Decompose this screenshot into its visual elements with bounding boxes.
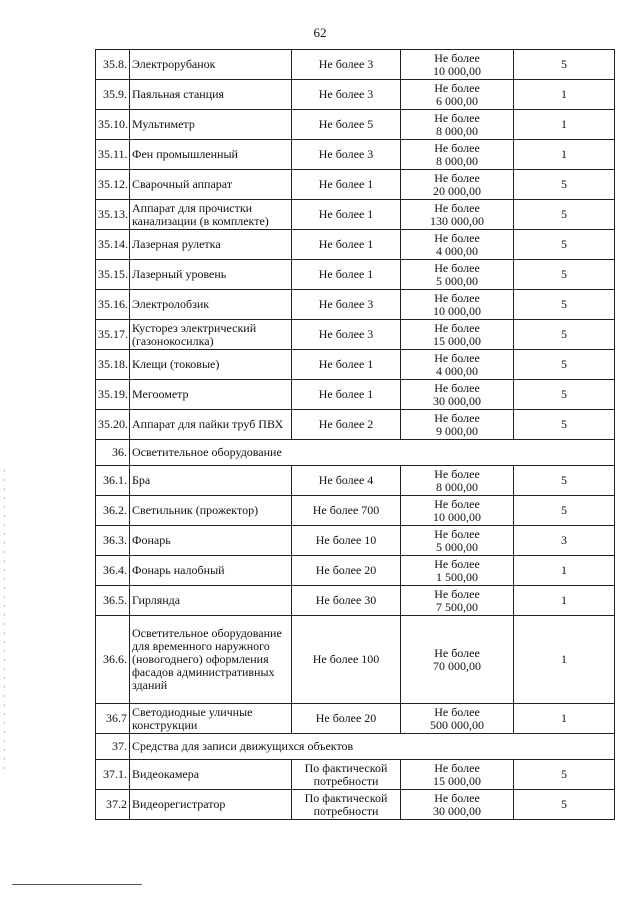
table-row bbox=[96, 50, 615, 80]
item-price: Не более 15 000,00 bbox=[401, 760, 514, 790]
item-name: Аппарат для прочистки канализации (в комплекте) bbox=[130, 200, 292, 230]
item-price: Не более 8 000,00 bbox=[401, 110, 514, 140]
item-number: 35.16. bbox=[96, 290, 130, 320]
item-quantity: Не более 3 bbox=[292, 50, 401, 80]
item-name: Кусторез электрический (газонокосилка) bbox=[130, 320, 292, 350]
item-service-years: 5 bbox=[514, 410, 615, 440]
section-37-rows bbox=[96, 760, 615, 820]
item-service-years: 1 bbox=[514, 80, 615, 110]
item-quantity: Не более 3 bbox=[292, 80, 401, 110]
item-name: Паяльная станция bbox=[130, 80, 292, 110]
table-row bbox=[96, 380, 615, 410]
page-number: 62 bbox=[313, 25, 327, 40]
section-number: 36. bbox=[96, 440, 130, 466]
item-quantity: Не более 20 bbox=[292, 704, 401, 734]
table-row bbox=[96, 496, 615, 526]
item-number: 36.6. bbox=[96, 616, 130, 704]
item-quantity: Не более 5 bbox=[292, 110, 401, 140]
item-price: Не более 1 500,00 bbox=[401, 556, 514, 586]
item-name: Осветительное оборудование для временного наружного (новогоднего) оформления фасадов административных зданий bbox=[130, 616, 292, 704]
item-quantity: Не более 20 bbox=[292, 556, 401, 586]
table-row bbox=[96, 80, 615, 110]
item-service-years: 5 bbox=[514, 260, 615, 290]
item-name: Мегоометр bbox=[130, 380, 292, 410]
item-number: 35.9. bbox=[96, 80, 130, 110]
section-header-row bbox=[96, 734, 615, 760]
item-price: Не более 130 000,00 bbox=[401, 200, 514, 230]
item-service-years: 5 bbox=[514, 200, 615, 230]
item-quantity: Не более 1 bbox=[292, 260, 401, 290]
item-service-years: 5 bbox=[514, 380, 615, 410]
table-row bbox=[96, 140, 615, 170]
item-quantity: Не более 3 bbox=[292, 140, 401, 170]
section-number: 37. bbox=[96, 734, 130, 760]
item-quantity: Не более 1 bbox=[292, 350, 401, 380]
item-number: 36.4. bbox=[96, 556, 130, 586]
item-price: Не более 10 000,00 bbox=[401, 50, 514, 80]
item-number: 37.2 bbox=[96, 790, 130, 820]
item-price: Не более 9 000,00 bbox=[401, 410, 514, 440]
item-name: Клещи (токовые) bbox=[130, 350, 292, 380]
item-service-years: 3 bbox=[514, 526, 615, 556]
table-row bbox=[96, 410, 615, 440]
item-price: Не более 8 000,00 bbox=[401, 140, 514, 170]
scan-margin-artifact bbox=[4, 470, 5, 770]
table-row bbox=[96, 110, 615, 140]
table-row bbox=[96, 350, 615, 380]
section-37 bbox=[96, 734, 615, 760]
section-36 bbox=[96, 440, 615, 466]
item-name: Фонарь bbox=[130, 526, 292, 556]
item-price: Не более 7 500,00 bbox=[401, 586, 514, 616]
item-number: 36.7 bbox=[96, 704, 130, 734]
item-service-years: 5 bbox=[514, 290, 615, 320]
item-price: Не более 30 000,00 bbox=[401, 790, 514, 820]
item-name: Лазерный уровень bbox=[130, 260, 292, 290]
item-price: Не более 4 000,00 bbox=[401, 230, 514, 260]
item-quantity: Не более 1 bbox=[292, 230, 401, 260]
item-service-years: 5 bbox=[514, 760, 615, 790]
item-quantity: Не более 1 bbox=[292, 200, 401, 230]
table-row bbox=[96, 760, 615, 790]
table-row bbox=[96, 466, 615, 496]
section-title: Осветительное оборудование bbox=[130, 440, 615, 466]
norms-table bbox=[95, 49, 615, 820]
item-number: 36.2. bbox=[96, 496, 130, 526]
item-price: Не более 5 000,00 bbox=[401, 260, 514, 290]
table-row bbox=[96, 586, 615, 616]
item-service-years: 5 bbox=[514, 170, 615, 200]
item-name: Фен промышленный bbox=[130, 140, 292, 170]
item-number: 35.17. bbox=[96, 320, 130, 350]
item-price: Не более 8 000,00 bbox=[401, 466, 514, 496]
item-service-years: 1 bbox=[514, 110, 615, 140]
item-name: Сварочный аппарат bbox=[130, 170, 292, 200]
item-price: Не более 6 000,00 bbox=[401, 80, 514, 110]
item-quantity: Не более 1 bbox=[292, 170, 401, 200]
table-row bbox=[96, 320, 615, 350]
footer-rule bbox=[12, 884, 142, 885]
table-row bbox=[96, 790, 615, 820]
item-name: Электролобзик bbox=[130, 290, 292, 320]
item-service-years: 1 bbox=[514, 586, 615, 616]
table-row bbox=[96, 556, 615, 586]
item-quantity: Не более 1 bbox=[292, 380, 401, 410]
item-price: Не более 500 000,00 bbox=[401, 704, 514, 734]
item-service-years: 5 bbox=[514, 790, 615, 820]
table-row bbox=[96, 200, 615, 230]
item-name: Гирлянда bbox=[130, 586, 292, 616]
table-row bbox=[96, 290, 615, 320]
item-price: Не более 4 000,00 bbox=[401, 350, 514, 380]
item-number: 35.12. bbox=[96, 170, 130, 200]
item-service-years: 5 bbox=[514, 350, 615, 380]
item-quantity: Не более 3 bbox=[292, 290, 401, 320]
item-price: Не более 15 000,00 bbox=[401, 320, 514, 350]
item-service-years: 1 bbox=[514, 704, 615, 734]
section-35-rows bbox=[96, 50, 615, 440]
table-row bbox=[96, 526, 615, 556]
item-number: 35.10. bbox=[96, 110, 130, 140]
item-number: 35.14. bbox=[96, 230, 130, 260]
item-quantity: Не более 10 bbox=[292, 526, 401, 556]
item-service-years: 1 bbox=[514, 556, 615, 586]
item-service-years: 1 bbox=[514, 616, 615, 704]
item-number: 36.1. bbox=[96, 466, 130, 496]
item-number: 36.5. bbox=[96, 586, 130, 616]
section-title: Средства для записи движущихся объектов bbox=[130, 734, 615, 760]
item-name: Видеокамера bbox=[130, 760, 292, 790]
item-quantity: По фактической потребности bbox=[292, 760, 401, 790]
table-row bbox=[96, 230, 615, 260]
table-row bbox=[96, 170, 615, 200]
item-price: Не более 10 000,00 bbox=[401, 290, 514, 320]
item-number: 37.1. bbox=[96, 760, 130, 790]
item-price: Не более 10 000,00 bbox=[401, 496, 514, 526]
item-name: Мультиметр bbox=[130, 110, 292, 140]
item-quantity: Не более 2 bbox=[292, 410, 401, 440]
item-name: Фонарь налобный bbox=[130, 556, 292, 586]
item-name: Видеорегистратор bbox=[130, 790, 292, 820]
item-service-years: 5 bbox=[514, 230, 615, 260]
item-name: Лазерная рулетка bbox=[130, 230, 292, 260]
table-row bbox=[96, 260, 615, 290]
item-name: Электрорубанок bbox=[130, 50, 292, 80]
item-quantity: Не более 30 bbox=[292, 586, 401, 616]
table-row bbox=[96, 704, 615, 734]
item-price: Не более 5 000,00 bbox=[401, 526, 514, 556]
section-36-rows bbox=[96, 466, 615, 734]
item-price: Не более 20 000,00 bbox=[401, 170, 514, 200]
item-name: Бра bbox=[130, 466, 292, 496]
item-service-years: 5 bbox=[514, 466, 615, 496]
table-row bbox=[96, 616, 615, 704]
item-number: 36.3. bbox=[96, 526, 130, 556]
item-number: 35.15. bbox=[96, 260, 130, 290]
item-name: Светильник (прожектор) bbox=[130, 496, 292, 526]
item-number: 35.19. bbox=[96, 380, 130, 410]
item-quantity: Не более 3 bbox=[292, 320, 401, 350]
item-number: 35.11. bbox=[96, 140, 130, 170]
item-service-years: 5 bbox=[514, 50, 615, 80]
item-quantity: По фактической потребности bbox=[292, 790, 401, 820]
item-quantity: Не более 4 bbox=[292, 466, 401, 496]
item-price: Не более 70 000,00 bbox=[401, 616, 514, 704]
item-number: 35.18. bbox=[96, 350, 130, 380]
item-quantity: Не более 700 bbox=[292, 496, 401, 526]
item-name: Светодиодные уличные конструкции bbox=[130, 704, 292, 734]
item-service-years: 5 bbox=[514, 496, 615, 526]
section-header-row bbox=[96, 440, 615, 466]
item-quantity: Не более 100 bbox=[292, 616, 401, 704]
item-number: 35.8. bbox=[96, 50, 130, 80]
item-service-years: 1 bbox=[514, 140, 615, 170]
item-number: 35.20. bbox=[96, 410, 130, 440]
item-price: Не более 30 000,00 bbox=[401, 380, 514, 410]
item-service-years: 5 bbox=[514, 320, 615, 350]
item-name: Аппарат для пайки труб ПВХ bbox=[130, 410, 292, 440]
item-number: 35.13. bbox=[96, 200, 130, 230]
